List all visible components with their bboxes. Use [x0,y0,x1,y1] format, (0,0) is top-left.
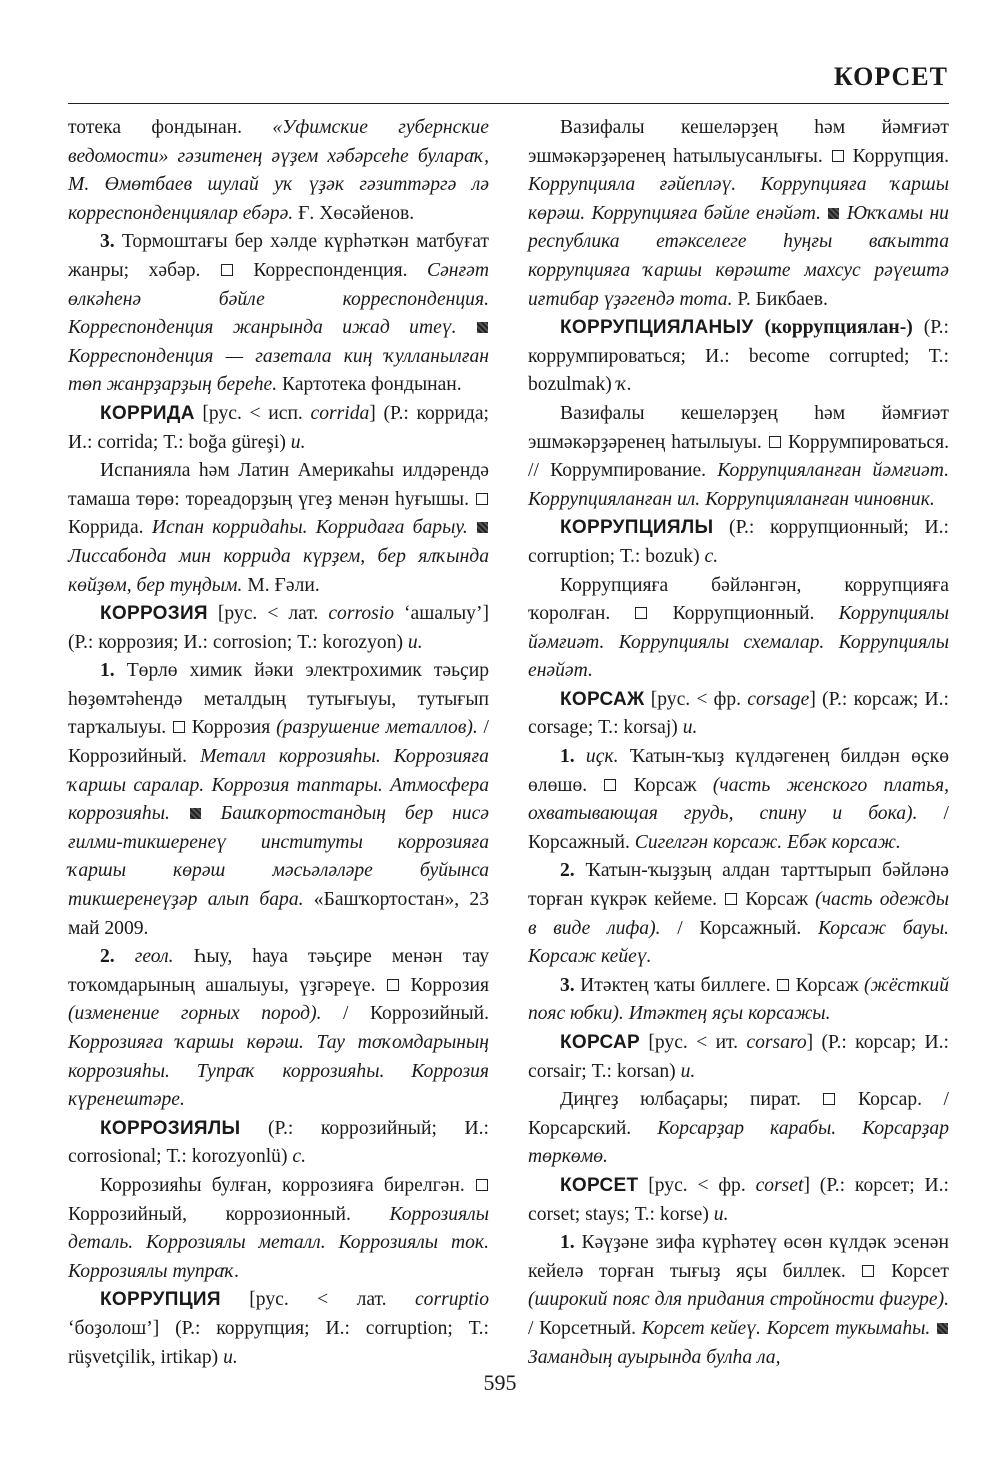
entry-continuation: тотека фондынан. «Уфимские губернские ведомости» гәзитенең әүҙем хәбәрсеһе булараҡ, М. Өмөтбаев шулай уҡ үҙәк гәзиттәргә лә корреспонденциялар ебәрә. Ғ. Хөсәйенов. [68,117,489,224]
running-head: КОРСЕТ [833,62,948,91]
headword: КОРСЕТ [560,1174,639,1196]
left-column [68,114,489,1372]
square-icon [832,150,844,162]
definition-paragraph: Коррозияһы булған, коррозияға бирелгән. Коррозийный, коррозионный. Коррозиялы деталь. Коррозиялы металл. Коррозиялы ток. Коррозиялы тупраҡ. [68,1174,489,1282]
headword: КОРРИДА [100,402,195,424]
right-column [528,114,949,1372]
square-icon [823,1093,835,1105]
headword: КОРРУПЦИЯ [100,1289,221,1311]
headword: КОРСАР [560,1032,641,1053]
square-icon [387,979,399,991]
headword-entry: КОРРУПЦИЯЛАНЫУ (коррупциялан-) (Р.: коррумпироваться; И.: become corrupted; Т.: bozulmak) ҡ. [528,317,950,396]
sense-paragraph: 3. Итәктең ҡаты биллеге. Корсаж (жёсткий пояс юбки). Итәктең яҫы корсажы. [528,974,949,1025]
page-number: 595 [483,1370,517,1395]
sense-paragraph: 2. Ҡатын-ҡыҙҙың алдан тарттырып бәйләнә торған күкрәк кейеме. Корсаж (часть одежды в виде лифа). / Корсажный. Корсаж бауы. Корсаж кейеү. [528,860,949,968]
headword: КОРРУПЦИЯЛЫ [560,517,714,539]
square-icon [173,721,185,733]
quote-marker-icon [828,208,839,219]
definition-paragraph: Коррупцияға бәйләнгән, коррупцияға ҡоролған. Коррупционный. Коррупциялы йәмғиәт. Коррупциялы схемалар. Коррупциялы енәйәт. [528,574,949,682]
header-rule [68,103,949,104]
definition-paragraph: Диңгеҙ юлбаҫары; пират. Корсар. / Корсарский. Корсарҙар карабы. Корсарҙар төркөмө. [528,1089,949,1168]
headword: КОРРУПЦИЯЛАНЫУ [560,317,754,339]
headword-entry: КОРРУПЦИЯЛЫ (Р.: коррупционный; И.: corruption; Т.: bozuk) с. [528,517,949,567]
quote-marker-icon [190,808,201,819]
square-icon [221,264,233,276]
quote-marker-icon [477,322,488,333]
definition-paragraph: Испанияла һәм Латин Америкаһы илдәрендә тамаша төрө: тореадорҙың үгеҙ менән һуғышы. Коррида. Испан корридаһы. Корридаға барыу. Лиссабонда мин коррида күрҙем, бер ялҡында көйҙөм, бер туңдым. М. Ғәли. [68,460,489,596]
sense-paragraph: 3. Тормоштағы бер хәлде күрһәткән матбуғат жанры; хәбәр. Корреспонденция. Сәнғәт өлкәһенә бәйле корреспонденция. Корреспонденция жанрында ижад итеү. Корреспонденция — газетала киң ҡулланылған төп жанрҙарҙың береһе. Картотека фондынан. [68,231,490,396]
definition-paragraph: Вазифалы кешеләрҙең һәм йәмғиәт эшмәкәрҙәренең һатылыусанлығы. Коррупция. Коррупцияла ғәйепләү. Коррупцияға ҡаршы көрәш. Коррупцияға бәйле енәйәт. Юҡҡамы ни республика етәкселеге һуңғы ваҡытта коррупцияға ҡаршы көрәште махсус рәүештә иғтибар үҙәгендә тота. Р. Бикбаев. [528,117,949,310]
headword: КОРСАЖ [560,688,645,710]
headword-entry: КОРСЕТ [рус. < фр. corset] (Р.: корсет; И.: corset; stays; Т.: korse) и. [528,1174,949,1225]
square-icon [862,1265,874,1277]
quote-marker-icon [937,1323,948,1334]
headword-entry: КОРСАЖ [рус. < фр. corsage] (Р.: корсаж; И.: corsage; Т.: korsaj) и. [528,688,949,739]
headword-entry: КОРРУПЦИЯ [рус. < лат. corruptio ‘боҙолош’] (Р.: коррупция; И.: corruption; Т.: rüşvetçilik, irtikap) и. [68,1289,489,1368]
quote-marker-icon [477,522,488,533]
sense-paragraph: 1. Кәүҙәне зифа күрһәтеү өсөн күлдәк эсенән кейелә торған тығыҙ яҫы биллек. Корсет (широкий пояс для придания стройности фигуре). / Корсетный. Корсет кейеү. Корсет тукымаһы. Замандың ауырында булһа ла, [528,1232,949,1368]
headword: КОРРОЗИЯ [100,603,208,625]
sense-paragraph: 1. иҫк. Ҡатын-ҡыҙ күлдәгенең билдән өҫкө өлөшө. Корсаж (часть женского платья, охватывающая грудь, спину и бока). / Корсажный. Сигелгән корсаж. Ебәк корсаж. [528,746,950,853]
headword-entry: КОРРИДА [рус. < исп. corrida] (Р.: коррида; И.: corrida; Т.: boğa güreşi) и. [68,402,489,453]
headword-entry: КОРРОЗИЯЛЫ (Р.: коррозийный; И.: corrosional; Т.: korozyonlü) с. [68,1117,489,1168]
sense-paragraph: 1. Төрлө химик йәки электрохимик тәьҫир һөҙөмтәһендә металдың тутығыуы, тутығып тарҡалыуы. Коррозия (разрушение металлов). / Коррозийный. Металл коррозияһы. Коррозияға ҡаршы саралар. Коррозия таптары. Атмосфера коррозияһы. Башҡортостандың бер нисә ғилми-тикшеренеү институты коррозияға ҡаршы көрәш мәсьәләләре буйынса тикшеренеүҙәр алып бара. «Башҡортостан», 23 май 2009. [68,660,489,939]
headword: КОРРОЗИЯЛЫ [100,1117,241,1139]
square-icon [476,1179,488,1191]
square-icon [725,893,737,905]
square-icon [635,607,647,619]
square-icon [777,979,789,991]
square-icon [476,493,488,505]
sense-paragraph: 2. геол. Һыу, һауа тәьҫире менән тау тоҡомдарының ашалыуы, үҙгәреүе. Коррозия (изменение горных пород). / Коррозийный. Коррозияға ҡаршы көрәш. Тау тоҡомдарының коррозияһы. Тупраҡ коррозияһы. Коррозия күренештәре. [68,946,489,1111]
square-icon [604,779,616,791]
headword-entry: КОРРОЗИЯ [рус. < лат. corrosio ‘ашалыу’] (Р.: коррозия; И.: corrosion; Т.: korozyon) и. [68,603,489,653]
definition-paragraph: Вазифалы кешеләрҙең һәм йәмғиәт эшмәкәрҙәренең һатылыуы. Коррумпироваться. // Коррумпирование. Коррупцияланған йәмғиәт. Коррупцияланған ил. Коррупцияланған чиновник. [528,402,949,510]
square-icon [769,436,781,448]
headword-entry: КОРСАР [рус. < ит. corsaro] (Р.: корсар; И.: corsair; Т.: korsan) и. [528,1032,949,1082]
